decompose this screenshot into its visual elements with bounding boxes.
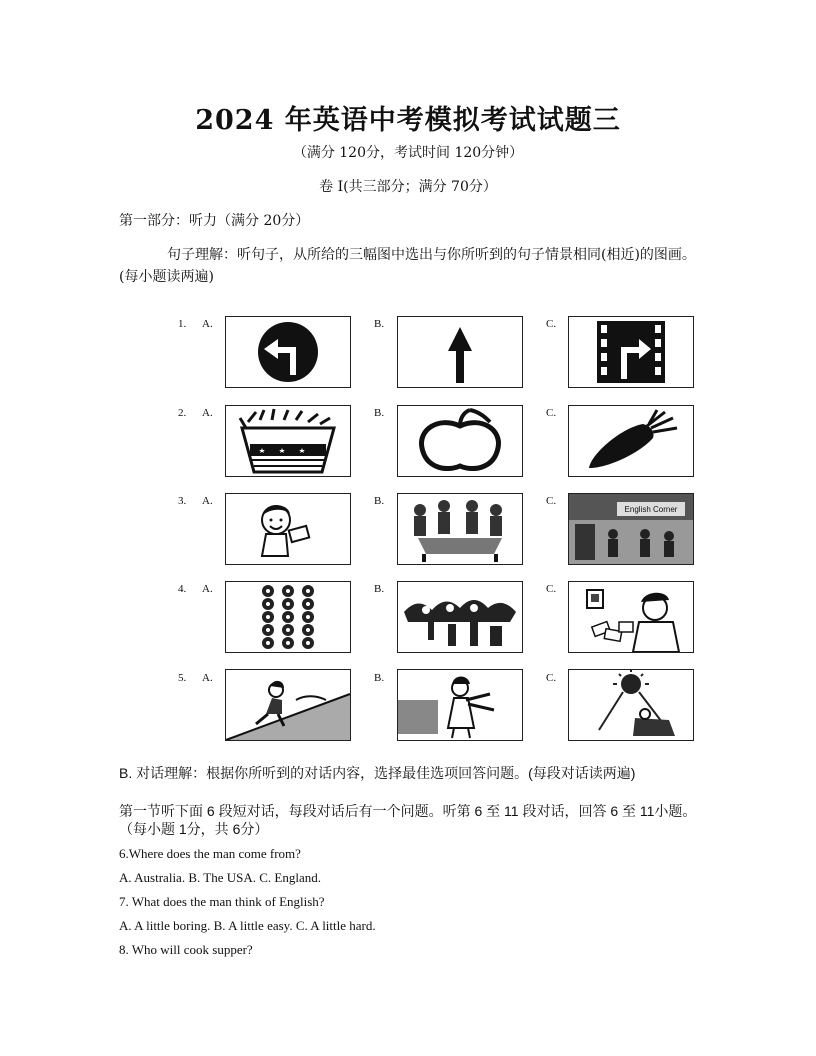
question-number: 2.	[178, 407, 187, 419]
left-turn-sign-icon[interactable]	[225, 316, 351, 388]
option-letter: B.	[374, 672, 385, 684]
option-letter: A.	[202, 318, 213, 330]
straight-arrow-icon[interactable]	[397, 316, 523, 388]
donut-hole	[286, 641, 290, 645]
english-corner-sign: English Corner	[624, 505, 678, 514]
donut-hole	[266, 628, 270, 632]
section-one-instruction: 第一节听下面 6 段短对话，每段对话后有一个问题。听第 6 至 11 段对话，回答 6 至 11小题。（每小题 1分，共 6分）	[119, 803, 697, 837]
page-title: 2024 年英语中考模拟考试试题三	[195, 105, 621, 136]
french-fries-icon[interactable]	[225, 405, 351, 477]
apple-icon[interactable]	[397, 405, 523, 477]
sunbathing-image[interactable]	[568, 669, 694, 741]
english-corner-image[interactable]	[568, 493, 694, 565]
question-6-options: A. Australia. B. The USA. C. England.	[119, 870, 321, 885]
donut-hole	[306, 602, 310, 606]
option-letter: C.	[546, 318, 557, 330]
carrot-icon[interactable]	[568, 405, 694, 477]
donut-hole	[306, 641, 310, 645]
man-with-photos-image[interactable]	[568, 581, 694, 653]
option-letter: C.	[546, 495, 557, 507]
right-turn-sign-icon[interactable]	[568, 316, 694, 388]
donut-hole	[266, 602, 270, 606]
donut-hole	[306, 628, 310, 632]
donut-hole	[266, 641, 270, 645]
question-number: 3.	[178, 495, 187, 507]
donut-hole	[286, 615, 290, 619]
question-8: 8. Who will cook supper?	[119, 942, 253, 957]
option-letter: C.	[546, 407, 557, 419]
picture-grid	[170, 316, 700, 744]
donut-hole	[266, 615, 270, 619]
donuts-image[interactable]	[225, 581, 351, 653]
option-letter: A.	[202, 495, 213, 507]
option-letter: B.	[374, 407, 385, 419]
volume-heading: 卷 I(共三部分；满分 70分）	[319, 179, 497, 195]
question-7: 7. What does the man think of English?	[119, 894, 325, 909]
question-6: 6.Where does the man come from?	[119, 846, 301, 861]
girl-playing-violin-image[interactable]	[397, 669, 523, 741]
boy-with-book-image[interactable]	[225, 493, 351, 565]
donut-hole	[306, 615, 310, 619]
donut-hole	[286, 602, 290, 606]
part-one-heading: 第一部分：听力（满分 20分）	[119, 213, 310, 229]
option-letter: B.	[374, 318, 385, 330]
girl-running-image[interactable]	[225, 669, 351, 741]
option-letter: B.	[374, 495, 385, 507]
crowd-image[interactable]	[397, 581, 523, 653]
group-of-students-image[interactable]	[397, 493, 523, 565]
question-number: 4.	[178, 583, 187, 595]
question-7-options: A. A little boring. B. A little easy. C. A little hard.	[119, 918, 376, 933]
donut-hole	[306, 589, 310, 593]
section-a-instruction: 句子理解：听句子，从所给的三幅图中选出与你所听到的句子情景相同(相近)的图画。(每小题读两遍)	[119, 247, 696, 285]
option-letter: C.	[546, 672, 557, 684]
score-info: （满分 120分，考试时间 120分钟）	[292, 145, 524, 161]
option-letter: A.	[202, 583, 213, 595]
donut-hole	[266, 589, 270, 593]
option-letter: B.	[374, 583, 385, 595]
question-number: 1.	[178, 318, 187, 330]
question-number: 5.	[178, 672, 187, 684]
donut-hole	[286, 628, 290, 632]
donut-hole	[286, 589, 290, 593]
option-letter: A.	[202, 407, 213, 419]
option-letter: A.	[202, 672, 213, 684]
option-letter: C.	[546, 583, 557, 595]
section-b-instruction: B. 对话理解：根据你所听到的对话内容，选择最佳选项回答问题。(每段对话读两遍)	[119, 765, 636, 781]
